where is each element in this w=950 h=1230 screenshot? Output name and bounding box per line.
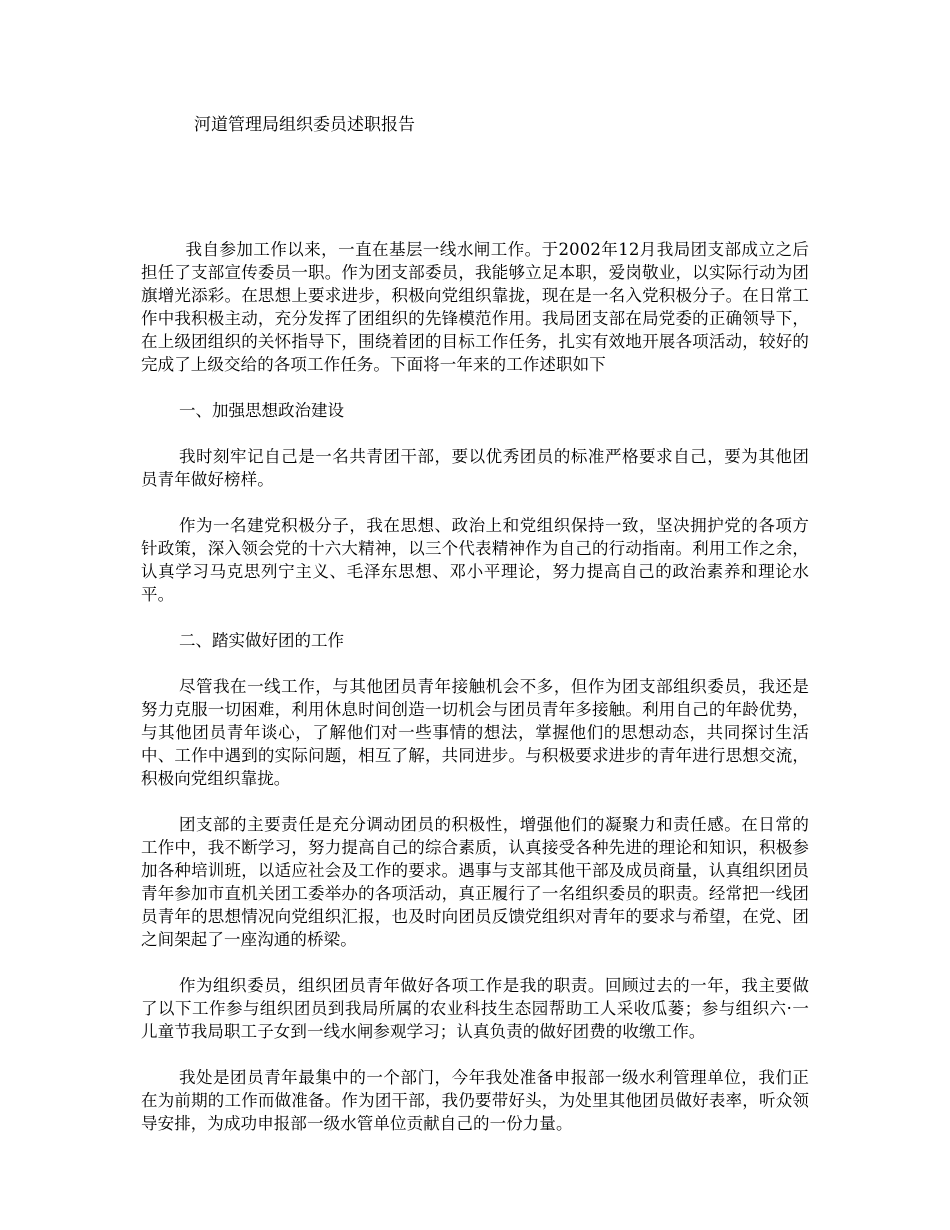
body-paragraph: 我处是团员青年最集中的一个部门，今年我处准备申报部一级水利管理单位，我们正在为前期的工作而做准备。作为团干部，我仍要带好头，为处里其他团员做好表率，听众领导安排，为成功申报部一级水管单位贡献自己的一份力量。 xyxy=(141,1068,809,1133)
body-paragraph: 作为组织委员，组织团员青年做好各项工作是我的职责。回顾过去的一年，我主要做了以下工作参与组织团员到我局所属的农业科技生态园帮助工人采收瓜蒌；参与组织六·一儿童节我局职工子女到一线水闸参观学习；认真负责的做好团费的收缴工作。 xyxy=(141,976,809,1041)
body-paragraph: 团支部的主要责任是充分调动团员的积极性，增强他们的凝聚力和责任感。在日常的工作中，我不断学习，努力提高自己的综合素质，认真接受各种先进的理论和知识，积极参加各种培训班，以适应社会及工作的要求。遇事与支部其他干部及成员商量，认真组织团员青年参加市直机关团工委举办的各项活动，真正履行了一名组织委员的职责。经常把一线团员青年的思想情况向党组织汇报，也及时向团员反馈党组织对青年的要求与希望，在党、团之间架起了一座沟通的桥梁。 xyxy=(141,815,809,949)
document-title: 河道管理局组织委员述职报告 xyxy=(194,115,415,135)
body-paragraph: 尽管我在一线工作，与其他团员青年接触机会不多，但作为团支部组织委员，我还是努力克服一切困难，利用休息时间创造一切机会与团员青年多接触。利用自己的年龄优势，与其他团员青年谈心，了解他们对一些事情的想法，掌握他们的思想动态，共同探讨生活中、工作中遇到的实际问题，相互了解，共同进步。与积极要求进步的青年进行思想交流，积极向党组织靠拢。 xyxy=(141,677,809,788)
section-heading-1: 一、加强思想政治建设 xyxy=(178,401,344,420)
body-paragraph: 作为一名建党积极分子，我在思想、政治上和党组织保持一致，坚决拥护党的各项方针政策，深入领会党的十六大精神，以三个代表精神作为自己的行动指南。利用工作之余，认真学习马克思列宁主义、毛泽东思想、邓小平理论，努力提高自己的政治素养和理论水平。 xyxy=(141,516,809,604)
section-heading-2: 二、踏实做好团的工作 xyxy=(178,631,344,650)
document-body xyxy=(141,238,809,1158)
body-paragraph: 我时刻牢记自己是一名共青团干部，要以优秀团员的标准严格要求自己，要为其他团员青年做好榜样。 xyxy=(141,447,809,489)
intro-paragraph: 我自参加工作以来，一直在基层一线水闸工作。于2002年12月我局团支部成立之后担任了支部宣传委员一职。作为团支部委员，我能够立足本职，爱岗敬业，以实际行动为团旗增光添彩。在思想上要求进步，积极向党组织靠拢，现在是一名入党积极分子。在日常工作中我积极主动，充分发挥了团组织的先锋模范作用。我局团支部在局党委的正确领导下，在上级团组织的关怀指导下，围绕着团的目标工作任务，扎实有效地开展各项活动，较好的完成了上级交给的各项工作任务。下面将一年来的工作述职如下 xyxy=(141,240,809,374)
